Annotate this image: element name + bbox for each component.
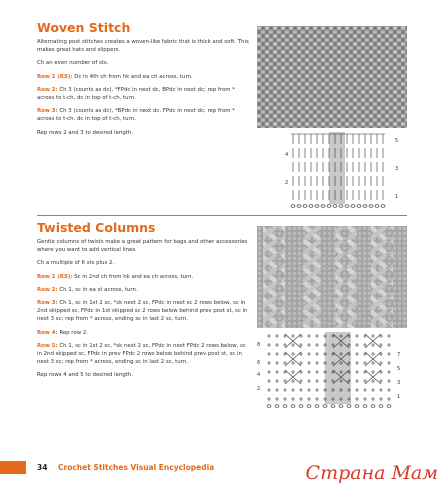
- twisted-columns-photo: [257, 226, 407, 328]
- section-title: Woven Stitch: [37, 20, 131, 35]
- twisted-columns-chart: [255, 330, 407, 410]
- chart-row-label: 5: [395, 138, 399, 144]
- section-title: Twisted Columns: [37, 220, 156, 235]
- chart-row-label: 3: [395, 166, 399, 172]
- row-instruction: Row 1 (RS): Dc in 4th ch from hk and ea ch across, turn.: [37, 73, 193, 80]
- woven-stitch-section: [37, 20, 249, 142]
- section-intro: Gentle columns of twists make a great pattern for bags and other accessories where you want to add vertical lines.: [37, 239, 248, 254]
- chart-row-label: 7: [397, 352, 401, 358]
- row-instruction: Row 3: Ch 1, sc in 1st 2 sc, *sk next 2 sc, FPdc in next sc 2 rows below, sc in 2nd skipped sc, FPdc in 1st skipped sc 2 rows below behind prev post st, sc in next 3 sc; rep from * across, ending sc in last 2 sc, turn.: [37, 300, 248, 323]
- row-instruction: Row 3: Ch 3 (counts as dc), *BPdc in next dc, FPdc in next dc; rep from * across to t-ch, dc in top of t-ch, turn.: [37, 108, 235, 123]
- section-outro: Rep rows 4 and 5 to desired length.: [37, 372, 134, 379]
- book-title: Crochet Stitches Visual Encyclopedia: [58, 463, 215, 472]
- row-instruction: Row 2: Ch 3 (counts as dc), *FPdc in next dc, BPdc in next dc; rep from * across to t-ch, dc in top of t-ch, turn.: [37, 86, 235, 102]
- chart-row-label: 5: [397, 366, 401, 372]
- chart-row-label: 1: [397, 394, 401, 400]
- twisted-columns-section: [37, 220, 249, 385]
- chain-instruction: Ch a multiple of 6 sts plus 2.: [37, 260, 115, 267]
- woven-stitch-chart: [285, 130, 407, 210]
- row-instruction: Row 4: Rep row 2.: [37, 329, 88, 336]
- watermark-logo: Страна Мам: [305, 462, 438, 484]
- row-instruction: Row 2: Ch 1, sc in ea st across, turn.: [37, 286, 138, 293]
- chart-row-label: 1: [395, 194, 399, 200]
- woven-stitch-photo: [257, 26, 407, 128]
- chart-row-label: 8: [257, 342, 261, 348]
- chart-row-label: 6: [257, 360, 261, 366]
- row-instruction: Row 5: Ch 1, sc in 1st 2 sc, *sk next 2 sc, FPdc in next FPdc 2 rows below, sc in 2nd skipped sc, FPdc in prev FPdc 2 rows below behind prev post st, sc in next 3 sc; rep from * across, ending sc in last 2 sc, turn.: [37, 342, 246, 366]
- chart-row-label: 4: [257, 372, 261, 378]
- page-number: 34: [37, 463, 48, 472]
- chart-row-label: 4: [285, 152, 289, 158]
- section-outro: Rep rows 2 and 3 to desired length.: [37, 129, 134, 136]
- section-divider: [37, 215, 407, 216]
- footer-accent-bar: [0, 461, 26, 474]
- chart-row-label: 2: [257, 386, 261, 392]
- row-instruction: Row 1 (RS): Sc in 2nd ch from hk and ea ch across, turn.: [37, 273, 194, 280]
- section-intro: Alternating post stitches creates a woven-like fabric that is thick and soft. This makes great hats and slippers.: [37, 39, 249, 54]
- chart-row-label: 3: [397, 380, 401, 386]
- chart-row-label: 2: [285, 180, 289, 186]
- chain-instruction: Ch an even number of sts.: [37, 60, 109, 67]
